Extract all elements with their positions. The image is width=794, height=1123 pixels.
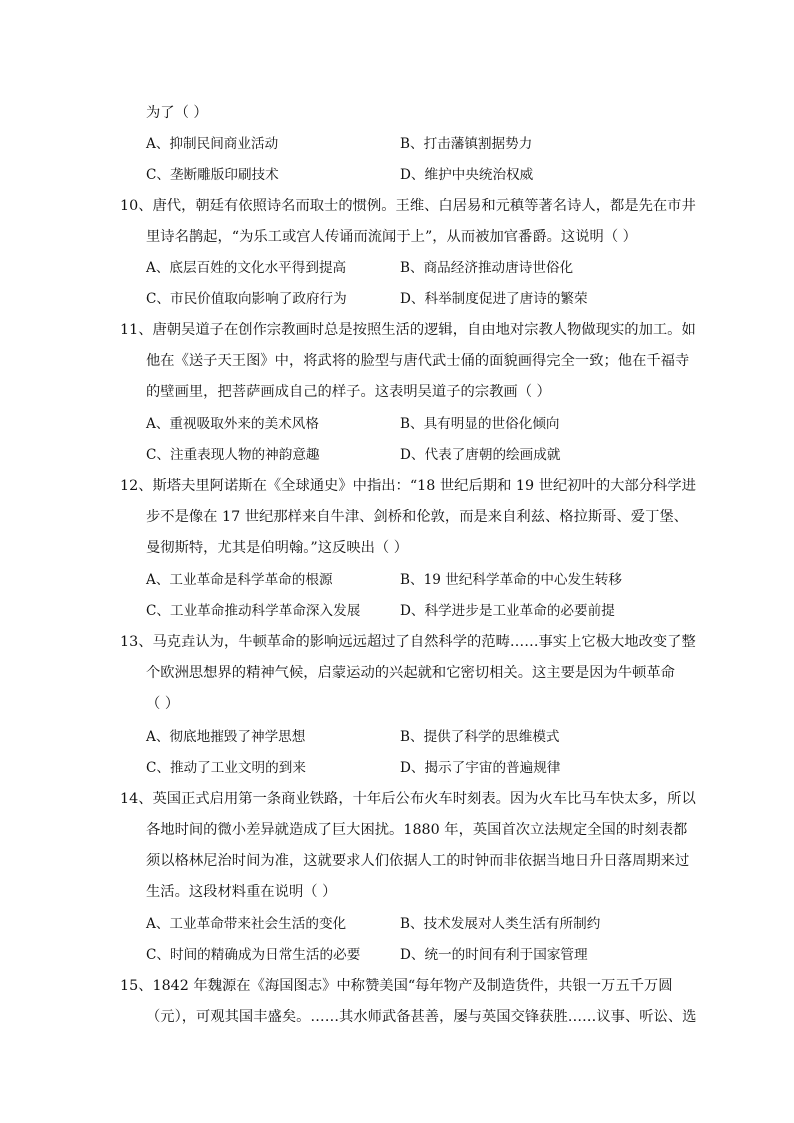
question-stem-line: 15、1842 年魏源在《海国图志》中称赞美国“每年物产及制造货件，共银一万五千万圆	[120, 978, 673, 994]
question-stem-line: 曼彻斯特，尤其是伯明翰。”这反映出（ ）	[146, 540, 409, 556]
question-stem-line: 14、英国正式启用第一条商业铁路，十年后公布火车时刻表。因为火车比马车快太多，所以	[120, 791, 696, 807]
question-stem-line: 10、唐代，朝廷有依照诗名而取士的惯例。王维、白居易和元稹等著名诗人，都是先在市井	[120, 198, 696, 214]
question-stem-line: （ ）	[146, 696, 180, 712]
question-stem-line: 他在《送子天王图》中，将武将的脸型与唐代武士俑的面貌画得完全一致；他在千福寺	[146, 353, 690, 369]
question-stem-line: 须以格林尼治时间为准，这就要求人们依据人工的时钟而非依据当地日升日落周期来过	[146, 853, 690, 869]
question-stem-line: 里诗名鹊起，“为乐工或宫人传诵而流闻于上”，从而被加官番爵。这说明（ ）	[146, 229, 637, 245]
option-a: A、工业革命带来社会生活的变化	[146, 916, 347, 932]
option-a: A、底层百姓的文化水平得到提高	[146, 260, 347, 276]
question-stem-line: 个欧洲思想界的精神气候，启蒙运动的兴起就和它密切相关。这主要是因为牛顿革命	[146, 665, 675, 681]
question-stem-line: 11、唐朝吴道子在创作宗教画时总是按照生活的逻辑，自由地对宗教人物做现实的加工。如	[120, 322, 696, 338]
option-a: A、抑制民间商业活动	[146, 136, 279, 152]
option-a: A、工业革命是科学革命的根源	[146, 572, 333, 588]
question-stem-line: 12、斯塔夫里阿诺斯在《全球通史》中指出：“18 世纪后期和 19 世纪初叶的大部分科学进	[120, 478, 696, 494]
option-d: D、维护中央统治权威	[400, 167, 534, 183]
option-c: C、工业革命推动科学革命深入发展	[146, 603, 361, 619]
option-b: B、19 世纪科学革命的中心发生转移	[400, 572, 622, 588]
question-stem-line: 各地时间的微小差异就造成了巨大困扰。1880 年，英国首次立法规定全国的时刻表都	[146, 822, 688, 838]
option-a: A、彻底地摧毁了神学思想	[146, 729, 306, 745]
option-b: B、商品经济推动唐诗世俗化	[400, 260, 574, 276]
option-c: C、垄断雕版印刷技术	[146, 167, 279, 183]
option-c: C、推动了工业文明的到来	[146, 760, 306, 776]
option-b: B、技术发展对人类生活有所制约	[400, 916, 601, 932]
option-a: A、重视吸取外来的美术风格	[146, 416, 319, 432]
option-d: D、代表了唐朝的绘画成就	[400, 447, 561, 463]
option-d: D、科举制度促进了唐诗的繁荣	[400, 291, 588, 307]
question-stem-line: 步不是像在 17 世纪那样来自牛津、剑桥和伦敦，而是来自利兹、格拉斯哥、爱丁堡、	[146, 509, 688, 525]
question-stem-line: 的壁画里，把菩萨画成自己的样子。这表明吴道子的宗教画（ ）	[146, 384, 551, 400]
option-c: C、注重表现人物的神韵意趣	[146, 447, 320, 463]
question-stem-line: 13、马克垚认为，牛顿革命的影响远远超过了自然科学的范畴……事实上它极大地改变了整	[120, 634, 696, 650]
option-b: B、具有明显的世俗化倾向	[400, 416, 560, 432]
question-stem-line: （元），可观其国丰盛矣。……其水师武备甚善，屡与英国交锋获胜……议事、听讼、选	[146, 1009, 697, 1025]
option-c: C、市民价值取向影响了政府行为	[146, 291, 347, 307]
question-stem-line: 为了（ ）	[146, 105, 208, 121]
option-d: D、统一的时间有利于国家管理	[400, 947, 588, 963]
option-b: B、提供了科学的思维模式	[400, 729, 560, 745]
option-d: D、揭示了宇宙的普遍规律	[400, 760, 561, 776]
option-b: B、打击藩镇割据势力	[400, 136, 533, 152]
question-stem-line: 生活。这段材料重在说明（ ）	[146, 884, 337, 900]
option-d: D、科学进步是工业革命的必要前提	[400, 603, 615, 619]
option-c: C、时间的精确成为日常生活的必要	[146, 947, 361, 963]
